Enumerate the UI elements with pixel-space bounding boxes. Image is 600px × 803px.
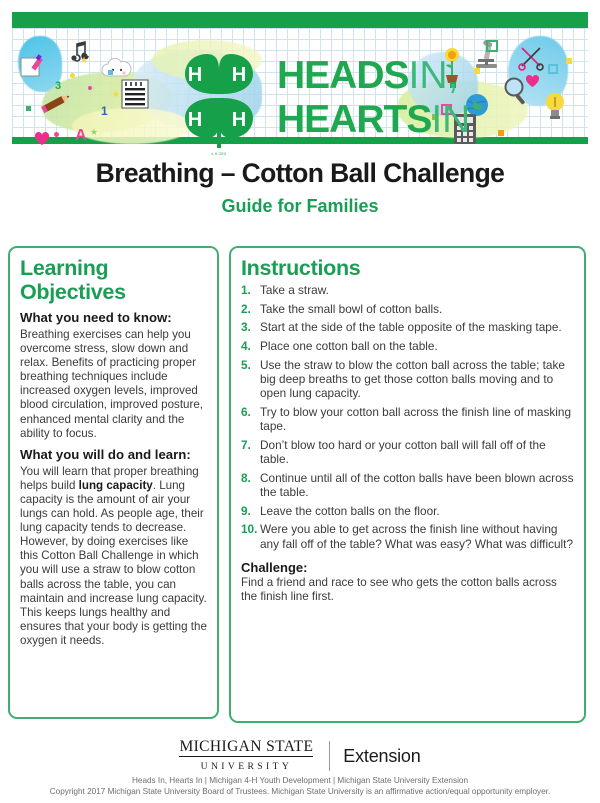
step-text: Were you able to get across the finish line without having any fall off of the table? What was easy? What was difficult? [260,522,574,551]
number-three-icon: 3 [55,80,62,92]
instructions-heading: Instructions [241,256,361,280]
msu-extension-text: Extension [343,745,421,766]
what-you-need-to-know-body: Breathing exercises can help you overcome stress, slow down and relax. Benefits of practicing proper breathing techniques include increased oxygen levels, improved blood circulation, improved posture, enhanced mental clarity and the ability to focus. [20,328,204,440]
paintbrush-icon [20,54,46,80]
what-you-will-do-heading: What you will do and learn: [20,446,191,462]
list-item [241,522,574,550]
learning-objectives-panel [8,246,219,719]
banner-illustration [12,28,588,156]
step-text: Continue until all of the cotton balls have been blown across the table. [260,470,574,499]
list-item [241,504,574,518]
clover-caption: 4-H.ORG [211,152,227,156]
list-item [241,471,574,499]
wordmark-in-2: IN [431,98,471,141]
list-item [241,320,574,334]
step-text: Try to blow your cotton ball across the finish line of masking tape. [260,404,572,434]
star-icon: ★ [90,127,99,137]
what-you-need-to-know-heading: What you need to know: [20,310,172,325]
banner-top-bar [12,12,588,28]
square-decor [486,40,498,52]
letter-a-icon: A [75,127,87,144]
instruction-steps-list [241,283,574,551]
svg-text:H: H [231,64,247,86]
page-title: Breathing – Cotton Ball Challenge [95,158,505,188]
msu-extension-logo [0,738,600,774]
step-text: Place one cotton ball on the table. [260,339,438,354]
list-item [241,339,574,353]
step-text: Take the small bowl of cotton balls. [260,301,443,316]
wordmark-line-2 [277,98,577,142]
svg-text:H: H [231,109,247,131]
star-icon: ★ [112,89,121,99]
msu-university-text: UNIVERSITY [200,761,293,772]
challenge-heading: Challenge: [241,559,308,575]
body-before: You will learn that proper breathing helps build [20,464,199,492]
step-number: 5. [241,357,251,372]
square-decor [108,70,113,75]
step-number: 7. [241,437,251,452]
step-number: 4. [241,339,251,354]
wordmark-line-1 [277,54,577,98]
step-number: 9. [241,503,251,518]
square-decor [26,106,31,111]
msu-wordmark [179,738,313,774]
svg-text:H: H [187,64,203,86]
4-h-clover-logo [167,48,271,156]
wordmark-heads: HEADS [277,54,409,97]
body-after: . Lung capacity is the amount of air your lungs can hold. As people age, their lung capacity tends to decrease. However, by doing exercises like this Cotton Ball Challenge in which you will use a straw to blow cotton balls across the table, you can maintain and increase lung capacity. This keeps lungs healthy and ensures that your body is getting the oxygen it needs. [20,478,207,647]
list-item [241,358,574,401]
dot-decor [70,73,75,78]
wordmark-in-1: IN, [408,54,459,97]
list-item [241,405,574,433]
list-item [241,283,574,297]
wordmark-hearts: HEARTS [277,98,432,141]
step-text: Don’t blow too hard or your cotton ball will fall off of the table. [260,437,546,467]
svg-text:H: H [187,109,203,131]
banner [12,12,588,156]
star-icon: ★ [80,55,89,65]
what-you-will-do-body [20,465,208,648]
logo-divider [329,741,330,771]
list-item [241,438,574,466]
step-text: Take a straw. [260,283,329,297]
step-number: 2. [241,301,251,316]
copyright-line: Copyright 2017 Michigan State University Board of Trustees. Michigan State University is an affirmative action/equal opportunity employer. [49,787,551,796]
step-number: 10. [241,522,258,537]
heads-in-hearts-in-wordmark [277,54,577,142]
step-number: 3. [241,320,251,335]
step-text: Start at the side of the table opposite of the masking tape. [260,320,562,335]
step-number: 8. [241,470,251,485]
step-text: Use the straw to blow the cotton ball across the table; take big deep breaths to get those cotton balls moving and to open lung capacity. [260,357,565,401]
challenge-body: Find a friend and race to see who gets the cotton balls across the finish line first. [241,575,557,603]
heart-pink-icon [34,131,50,146]
step-number: 1. [241,283,251,297]
learning-objectives-heading: Learning Objectives [20,256,126,304]
number-one-icon: 1 [101,104,108,118]
page-subtitle: Guide for Families [221,196,379,216]
pencil-icon [40,90,74,116]
notebook-icon [120,76,150,110]
lung-capacity-emphasis: lung capacity [78,478,153,492]
msu-state-text: MICHIGAN STATE [179,738,314,755]
instructions-panel [229,246,586,723]
dot-decor [88,86,92,90]
step-text: Leave the cotton balls on the floor. [260,503,440,518]
step-number: 6. [241,404,251,419]
credit-line: Heads In, Hearts In | Michigan 4-H Youth Development | Michigan State University Extension [131,776,468,785]
dot-decor [54,132,59,137]
list-item [241,302,574,316]
